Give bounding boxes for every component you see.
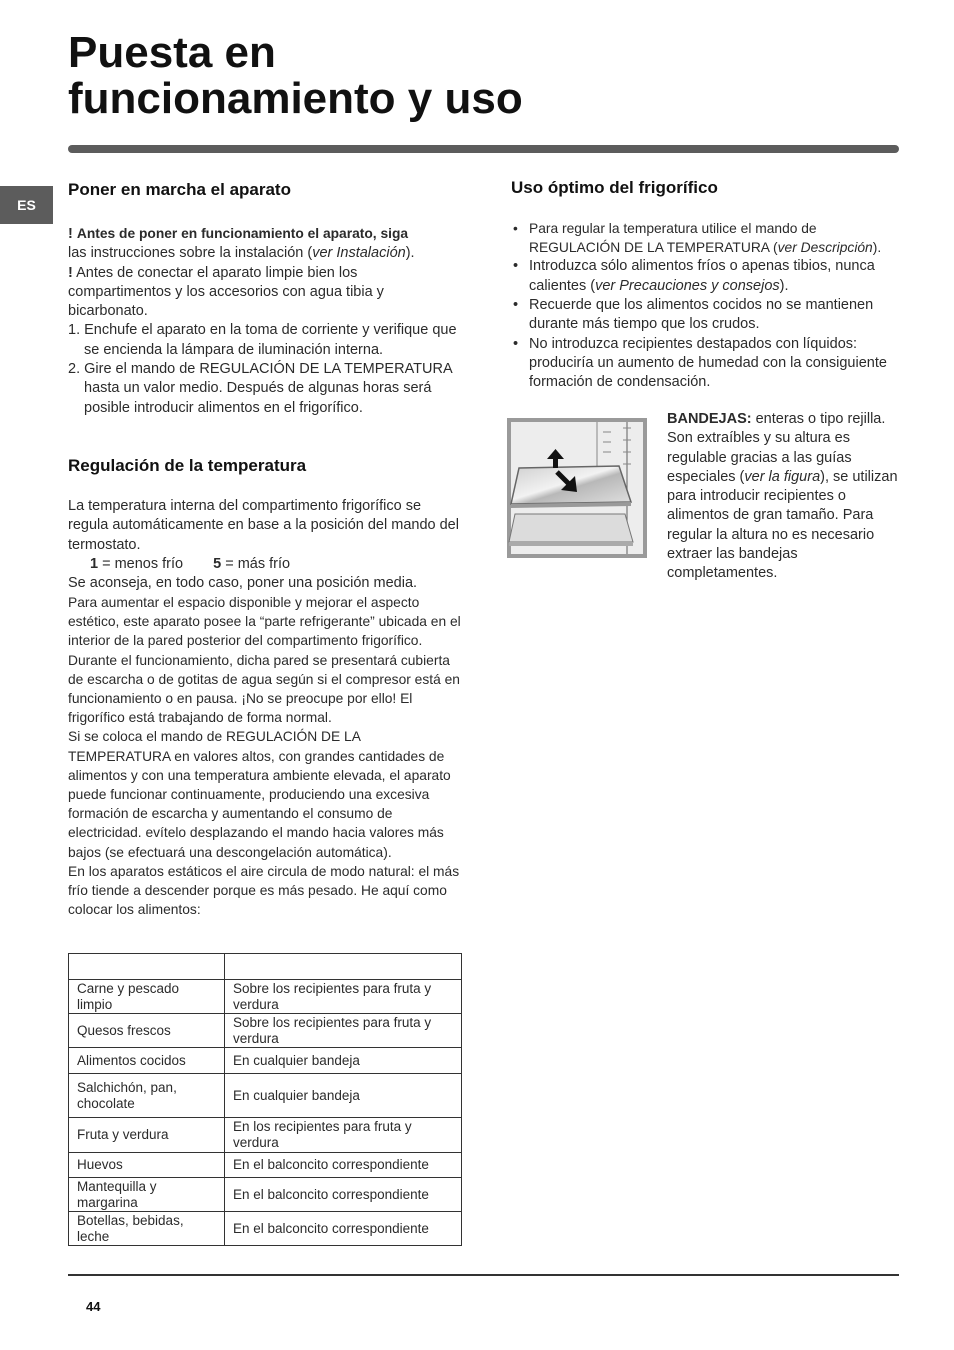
warning-ref: ver Instalación [312,245,406,262]
regulacion-advice: Se aconseja, en todo caso, poner una posición media. [68,575,418,592]
page-title-line1: Puesta en [68,28,276,77]
section-poner-body [68,224,463,418]
bullet-text: Introduzca sólo alimentos fríos o apenas tibios, nunca calientes ( [529,258,875,294]
section-heading-regulacion: Regulación de la temperatura [68,456,307,475]
step-item: 1. Enchufe el aparato en la toma de corriente y verifique que se encienda la lámpara de iluminación interna. [68,322,457,358]
regulacion-intro: La temperatura interna del compartimento frigorífico se regula automáticamente en base a la posición del mando del termostato. [68,498,459,553]
table-header-row [69,954,462,980]
table-row [69,1178,462,1212]
location-cell: Sobre los recipientes para fruta y verdura [225,980,462,1014]
bandejas-text-end: ), se utilizan para introducir recipientes o alimentos de gran tamaño. Para regular la altura no es necesario extraer las bandejas completamentes. [667,468,898,582]
list-item: • No introduzca recipientes destapados con líquidos: produciría un aumento de humedad con la consiguiente formación de condensación. [511,335,901,393]
table-row [69,1212,462,1246]
warning-bold-text: Antes de poner en funcionamiento el aparato, siga [76,226,409,241]
section-heading-poner: Poner en marcha el aparato [68,180,291,199]
page-title [68,30,523,122]
bullet-text-end: ). [872,240,882,256]
warning-text: las instrucciones sobre la instalación ( [68,245,313,262]
table-row [69,1074,462,1118]
table-row [69,1048,462,1074]
warning-cleaning-text: Antes de conectar el aparato limpie bien los compartimentos y los accesorios con agua tibia y bicarbonato. [68,264,384,320]
steps-list [68,321,463,417]
food-cell: Fruta y verdura [69,1118,225,1153]
table-header-cell [69,954,225,980]
title-divider [68,145,899,153]
lower-shelf-edge [509,542,633,546]
bullet-text: Para regular la temperatura utilice el mando de REGULACIÓN DE LA TEMPERATURA ( [529,221,817,256]
table-row [69,1118,462,1153]
location-cell: En los recipientes para fruta y verdura [225,1118,462,1153]
location-cell: Sobre los recipientes para fruta y verdura [225,1014,462,1048]
section-heading-uso: Uso óptimo del frigorífico [511,178,718,197]
bandejas-description [667,410,899,584]
bandejas-ref: ver la figura [744,468,821,485]
warning-mark: ! [68,264,73,281]
regulacion-para-frost: Si se coloca el mando de REGULACIÓN DE LA TEMPERATURA en valores altos, con grandes cantidades de alimentos y con una temperatura ambiente elevada, el aparato puede funcionar continuamente, produciendo una excesiva formación de escarcha y aumentando el consumo de electricidad. evítelo desplazando el mando hacia valores más bajos (se efectuará una descongelación automática). [68,729,451,860]
location-cell: En cualquier bandeja [225,1048,462,1074]
warning-mark: ! [68,226,73,242]
scale-max-number: 5 [213,555,222,572]
list-item: • Recuerde que los alimentos cocidos no se mantienen durante más tiempo que los crudos. [511,296,901,335]
scale-min-number: 1 [90,555,99,572]
list-item [511,257,901,296]
regulacion-para-storage: En los aparatos estáticos el aire circula de modo natural: el más frío tiende a descender porque es más pesado. He aquí como colocar los alimentos: [68,863,460,918]
food-cell: Alimentos cocidos [69,1048,225,1074]
location-cell: En el balconcito correspondiente [225,1212,462,1246]
uso-bullet-list [511,219,901,392]
food-cell: Quesos frescos [69,1014,225,1048]
bandejas-text: enteras o tipo rejilla. Son extraíbles y su altura es regulable gracias a las guías especiales ( [667,411,886,485]
regulacion-para-cooling: Para aumentar el espacio disponible y mejorar el aspecto estético, este aparato posee la “parte refrigerante” ubicada en el interior de la pared posterior del compartimento frigorífico. Durante el funcionamiento, dicha pared se presentará cubierta de escarcha o de gotitas de agua según si el compresor está en funcionamiento o en pausa. ¡No se preocupe por ello! El frigorífico está trabajando de forma normal. [68,595,461,726]
language-tab: ES [0,186,53,224]
bullet-ref: ver Descripción [777,240,873,256]
scale-max-label: = más frío [221,555,291,572]
location-cell: En el balconcito correspondiente [225,1178,462,1212]
scale-min-label: = menos frío [98,555,184,572]
page-title-line2: funcionamiento y uso [68,74,523,123]
location-cell: En el balconcito correspondiente [225,1153,462,1178]
food-cell: Huevos [69,1153,225,1178]
food-cell: Carne y pescado limpio [69,980,225,1014]
table-header-cell [225,954,462,980]
table-row [69,1014,462,1048]
food-cell: Mantequilla y margarina [69,1178,225,1212]
warning-installation [68,224,463,264]
lower-shelf [509,514,633,542]
bandejas-label: BANDEJAS: [667,411,752,427]
regulacion-details [68,593,463,919]
section-regulacion-body [68,497,463,593]
food-cell: Salchichón, pan, chocolate [69,1074,225,1118]
food-cell: Botellas, bebidas, leche [69,1212,225,1246]
warning-text-end: ). [405,245,415,262]
footer-divider [68,1274,899,1276]
bullet-text-end: ). [779,277,789,294]
food-placement-table [68,953,462,1246]
shelf-adjustment-figure [507,418,647,558]
location-cell: En cualquier bandeja [225,1074,462,1118]
warning-cleaning [68,264,463,322]
table-row [69,1153,462,1178]
table-row [69,980,462,1014]
list-item [511,219,901,257]
step-item: 2. Gire el mando de REGULACIÓN DE LA TEMPERATURA hasta un valor medio. Después de algunas horas será posible introducir alimentos en el frigorífico. [68,361,452,416]
temperature-scale [68,555,463,574]
page-number: 44 [86,1299,101,1314]
bullet-ref: ver Precauciones y consejos [595,277,780,294]
